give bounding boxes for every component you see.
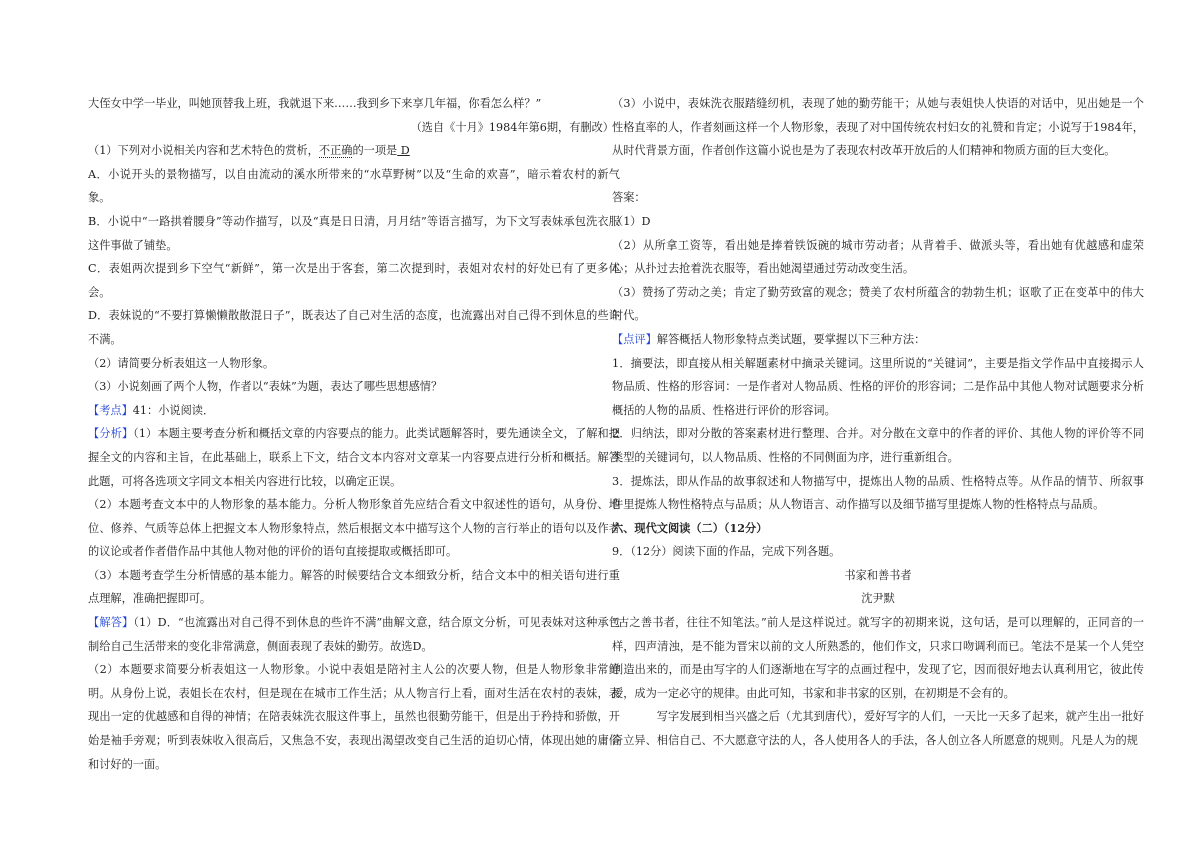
comment-section: [612, 328, 1144, 352]
kaodian-section: [88, 399, 620, 423]
source-citation: （选自《十月》1984年第6期，有删改）: [410, 120, 614, 134]
analysis-tag: 【分析】: [88, 427, 134, 441]
answer-1: （1）D: [612, 214, 651, 228]
method-3: 3．提炼法，即从作品的故事叙述和人物描写中，提炼出人物的品质、性格特点等。从作品的情节、所叙事件里提炼人物性格特点与品质；从人物语言、动作描写以及细节描写里提炼人物的性格特点与品质。: [612, 474, 1144, 512]
question-1-tail: 的一项是: [352, 144, 398, 158]
method-2: 2．归纳法，即对分散的答案素材进行整理、合并。对分散在文章中的作者的评价、其他人物的评价等不同类型的关键词句，以人物品质、性格的不同侧面为序，进行重新组合。: [612, 427, 1144, 464]
article-paragraph-1: “古之善书者，往往不知笔法。”前人是这样说过。就写字的初期来说，这句话，是可以理解的，正同音的一样，四声清浊，是不能为晋宋以前的文人所熟悉的，他们作文，只求口吻调利而已。笔法不是某一个人凭空创造出来的，而是由写字的人们逐渐地在写字的点画过程中，发现了它，因而很好地去认真利用它，彼此传授，成为一定必守的规律。由此可知，书家和非书家的区别，在初期是不会有的。: [612, 616, 1144, 700]
option-b: B．小说中“一路拱着腰身”等动作描写，以及“真是日日清，月月结”等语言描写，为下文写表妹承包洗衣服这件事做了铺垫。: [88, 214, 620, 252]
left-column: [88, 92, 620, 776]
section-6-heading: 六、现代文阅读（二）（12分）: [612, 520, 768, 535]
question-1-emphasis: 不正确: [318, 144, 353, 158]
answer-2: （2）从所拿工资等，看出她是捧着铁饭碗的城市劳动者；从背着手、做派头等，看出她有优越感和虚荣心；从扑过去抢着洗衣服等，看出她渴望通过劳动改变生活。: [612, 238, 1144, 276]
article-author: 沈尹默: [861, 592, 895, 606]
article-title: 书家和善书者: [844, 568, 912, 582]
question-3: （3）小说刻画了两个人物，作者以“表妹”为题，表达了哪些思想感情？: [88, 380, 443, 394]
analysis-1-text: （1）本题主要考查分析和概括文章的内容要点的能力。此类试题解答时，要先通读全文，了解和把握全文的内容和主旨，在此基础上，联系上下文，结合文本内容对文章某一内容要点进行分析和概括。解答此题，可将各选项文字同文本相关内容进行比较，以确定正误。: [88, 427, 620, 488]
solution-tag: 【解答】: [88, 616, 134, 630]
option-c: C．表姐两次提到乡下空气“新鲜”，第一次是出于客套，第二次提到时，表姐对农村的好处已有了更多体会。: [88, 262, 620, 299]
method-1: 1．摘要法，即直接从相关解题素材中摘录关键词。这里所说的“关键词”，主要是指文学作品中直接揭示人物品质、性格的形容词：一是作者对人物品质、性格的评价的形容词；二是作品中其他人物对试题要求分析概括的人物的品质、性格进行评价的形容词。: [612, 356, 1144, 417]
analysis-1: [88, 422, 620, 493]
answer-3: （3）赞扬了劳动之美；肯定了勤劳致富的观念；赞美了农村所蕴含的勃勃生机；讴歌了正在变革中的伟大时代。: [612, 285, 1144, 323]
question-9: 9．（12分）阅读下面的作品，完成下列各题。: [612, 545, 841, 559]
kaodian-tag: 【考点】: [88, 403, 133, 417]
question-1-stem: （1）下列对小说相关内容和艺术特色的赏析，: [88, 144, 319, 158]
option-a: A．小说开头的景物描写，以自由流动的溪水所带来的“水草野树”以及“生命的欢喜”，暗示着农村的新气象。: [88, 167, 620, 205]
solution-1-text: （1）D．“也流露出对自己得不到休息的些许不满”曲解文意，结合原文分析，可见表妹对这种承包制给自己生活带来的变化非常满意，侧面表现了表妹的勤劳。故选D。: [88, 616, 620, 653]
question-1: [88, 139, 620, 163]
comment-tag: 【点评】: [612, 332, 657, 346]
story-ending: 大侄女中学一毕业，叫她顶替我上班，我就退下来……我到乡下来享几年福，你看怎么样？”: [88, 97, 542, 110]
answer-title: 答案：: [612, 191, 646, 205]
solution-2: （2）本题要求简要分析表姐这一人物形象。小说中表姐是陪衬主人公的次要人物，但是人物形象非常鲜明。从身份上说，表姐长在农村，但是现在在城市工作生活；从人物言行上看，面对生活在农村的表妹，表现出一定的优越感和自得的神情；在陪表妹洗衣服这件事上，虽然也很勤劳能干，但是出于矜持和骄傲，开始是袖手旁观；听到表妹收入很高后，又焦急不安，表现出渴望改变自己生活的迫切心情，体现出她的庸俗和讨好的一面。: [88, 663, 620, 771]
question-2: （2）请简要分析表姐这一人物形象。: [88, 356, 275, 370]
option-d: D．表妹说的“不要打算懒懒散散混日子”，既表达了自己对生活的态度，也流露出对自己得不到休息的些许不满。: [88, 309, 620, 346]
article-paragraph-2: 写字发展到相当兴盛之后（尤其到唐代），爱好写字的人们，一天比一天多了起来，就产生出一批好奇立异、相信自己、不大愿意守法的人，各人使用各人的手法，各人创立各人所愿意的规则。凡是人为的规: [612, 710, 1144, 748]
analysis-2: （2）本题考查文本中的人物形象的基本能力。分析人物形象首先应结合看文中叙述性的语句，从身份、地位、修养、气质等总体上把握文本人物形象特点，然后根据文本中描写这个人物的言行举止的语句以及作者的议论或者作者借作品中其他人物对他的评价的语句直接提取或概括即可。: [88, 498, 620, 559]
solution-3: （3）小说中，表妹洗衣服踏缝纫机，表现了她的勤劳能干；从她与表姐快人快语的对话中，见出她是一个性格直率的人，作者刻画这样一个人物形象，表现了对中国传统农村妇女的礼赞和肯定；小说写于1984年，从时代背景方面，作者创作这篇小说也是为了表现农村改革开放后的人们精神和物质方面的巨大变化。: [612, 97, 1144, 158]
comment-text: 解答概括人物形象特点类试题，要掌握以下三种方法：: [656, 332, 926, 346]
kaodian-text: 41：小说阅读．: [132, 403, 215, 417]
question-1-answer-blank: D: [397, 144, 410, 158]
solution-1: [88, 611, 620, 658]
analysis-3: （3）本题考查学生分析情感的基本能力。解答的时候要结合文本细致分析，结合文本中的相关语句进行重点理解，准确把握即可。: [88, 568, 620, 606]
right-column: [612, 92, 1144, 753]
